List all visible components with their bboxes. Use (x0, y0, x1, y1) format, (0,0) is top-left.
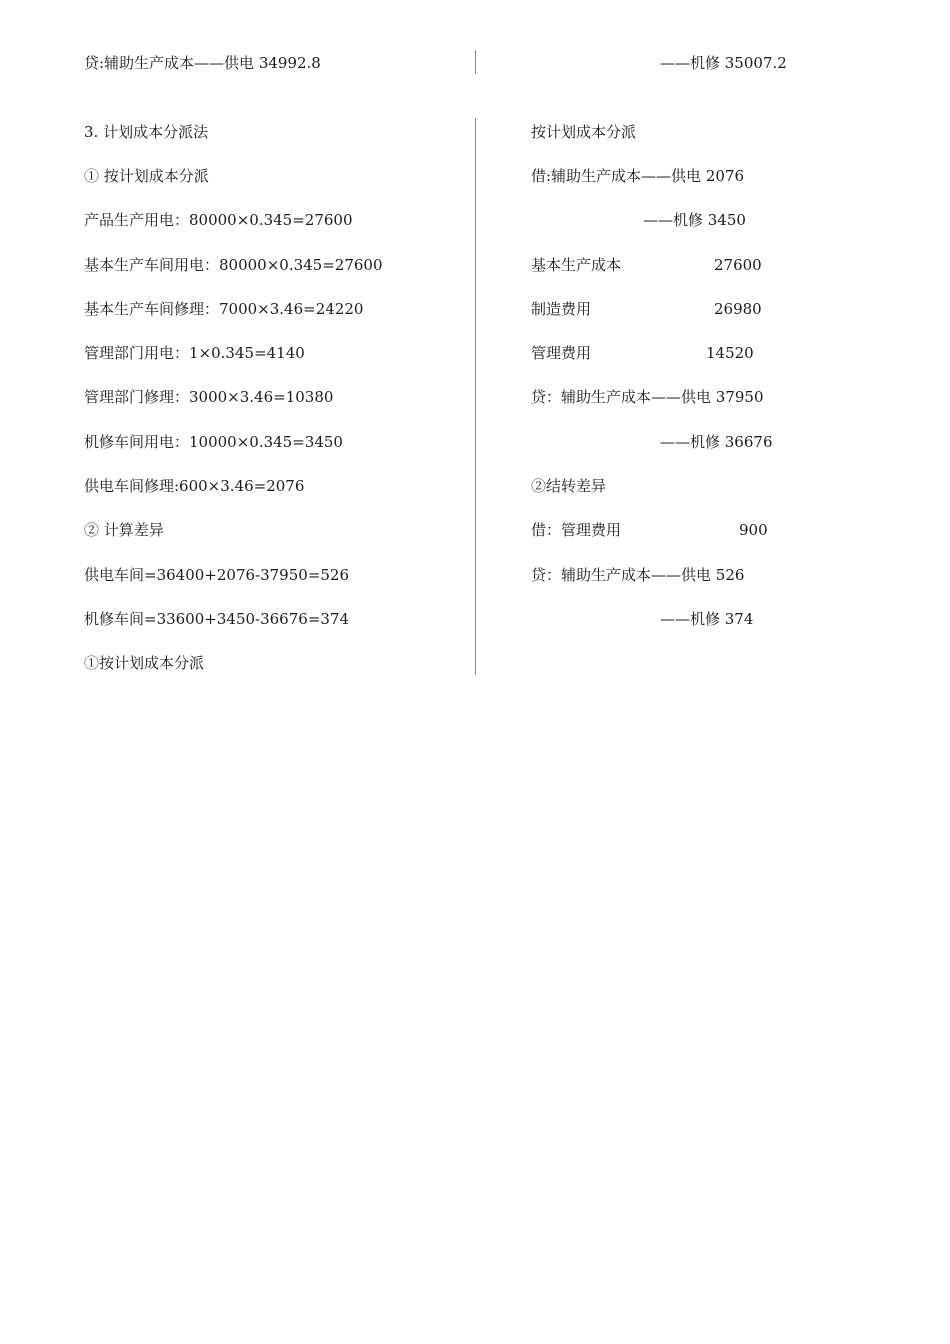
right-line-label: ——机修 3450 (643, 211, 746, 229)
section-heading: 3. 计划成本分派法 (84, 123, 209, 141)
column-divider (475, 118, 476, 675)
right-line-amount: 14520 (706, 344, 754, 362)
right-line-amount: 900 (739, 521, 768, 539)
left-line: 基本生产车间修理：7000×3.46=24220 (84, 300, 364, 318)
right-line-label: 基本生产成本 (531, 256, 622, 274)
left-line: 基本生产车间用电：80000×0.345=27600 (84, 256, 383, 274)
top-left-entry: 贷:辅助生产成本——供电 34992.8 (84, 54, 321, 72)
top-divider (475, 50, 476, 74)
right-line-label: 管理费用 (531, 344, 592, 362)
left-line: 产品生产用电：80000×0.345=27600 (84, 211, 353, 229)
right-line-label: 借：管理费用 (531, 521, 622, 539)
right-line-label: 借:辅助生产成本——供电 2076 (531, 167, 744, 185)
left-line: ①按计划成本分派 (84, 654, 205, 672)
right-line-amount: 27600 (714, 256, 762, 274)
right-line-label: ②结转差异 (531, 477, 607, 495)
right-line-label: 贷：辅助生产成本——供电 526 (531, 566, 745, 584)
right-line-label: 按计划成本分派 (531, 123, 637, 141)
left-line: 机修车间用电：10000×0.345=3450 (84, 433, 343, 451)
top-right-entry: ——机修 35007.2 (660, 54, 787, 72)
left-line: 供电车间=36400+2076-37950=526 (84, 566, 350, 584)
left-line: 管理部门用电：1×0.345=4140 (84, 344, 305, 362)
right-line-label: ——机修 36676 (660, 433, 773, 451)
left-line: ② 计算差异 (84, 521, 164, 539)
right-line-label: 制造费用 (531, 300, 592, 318)
left-line: 机修车间=33600+3450-36676=374 (84, 610, 350, 628)
left-line: 供电车间修理:600×3.46=2076 (84, 477, 305, 495)
left-line: ① 按计划成本分派 (84, 167, 209, 185)
right-line-label: 贷：辅助生产成本——供电 37950 (531, 388, 764, 406)
left-line: 管理部门修理：3000×3.46=10380 (84, 388, 334, 406)
right-line-label: ——机修 374 (660, 610, 754, 628)
right-line-amount: 26980 (714, 300, 762, 318)
